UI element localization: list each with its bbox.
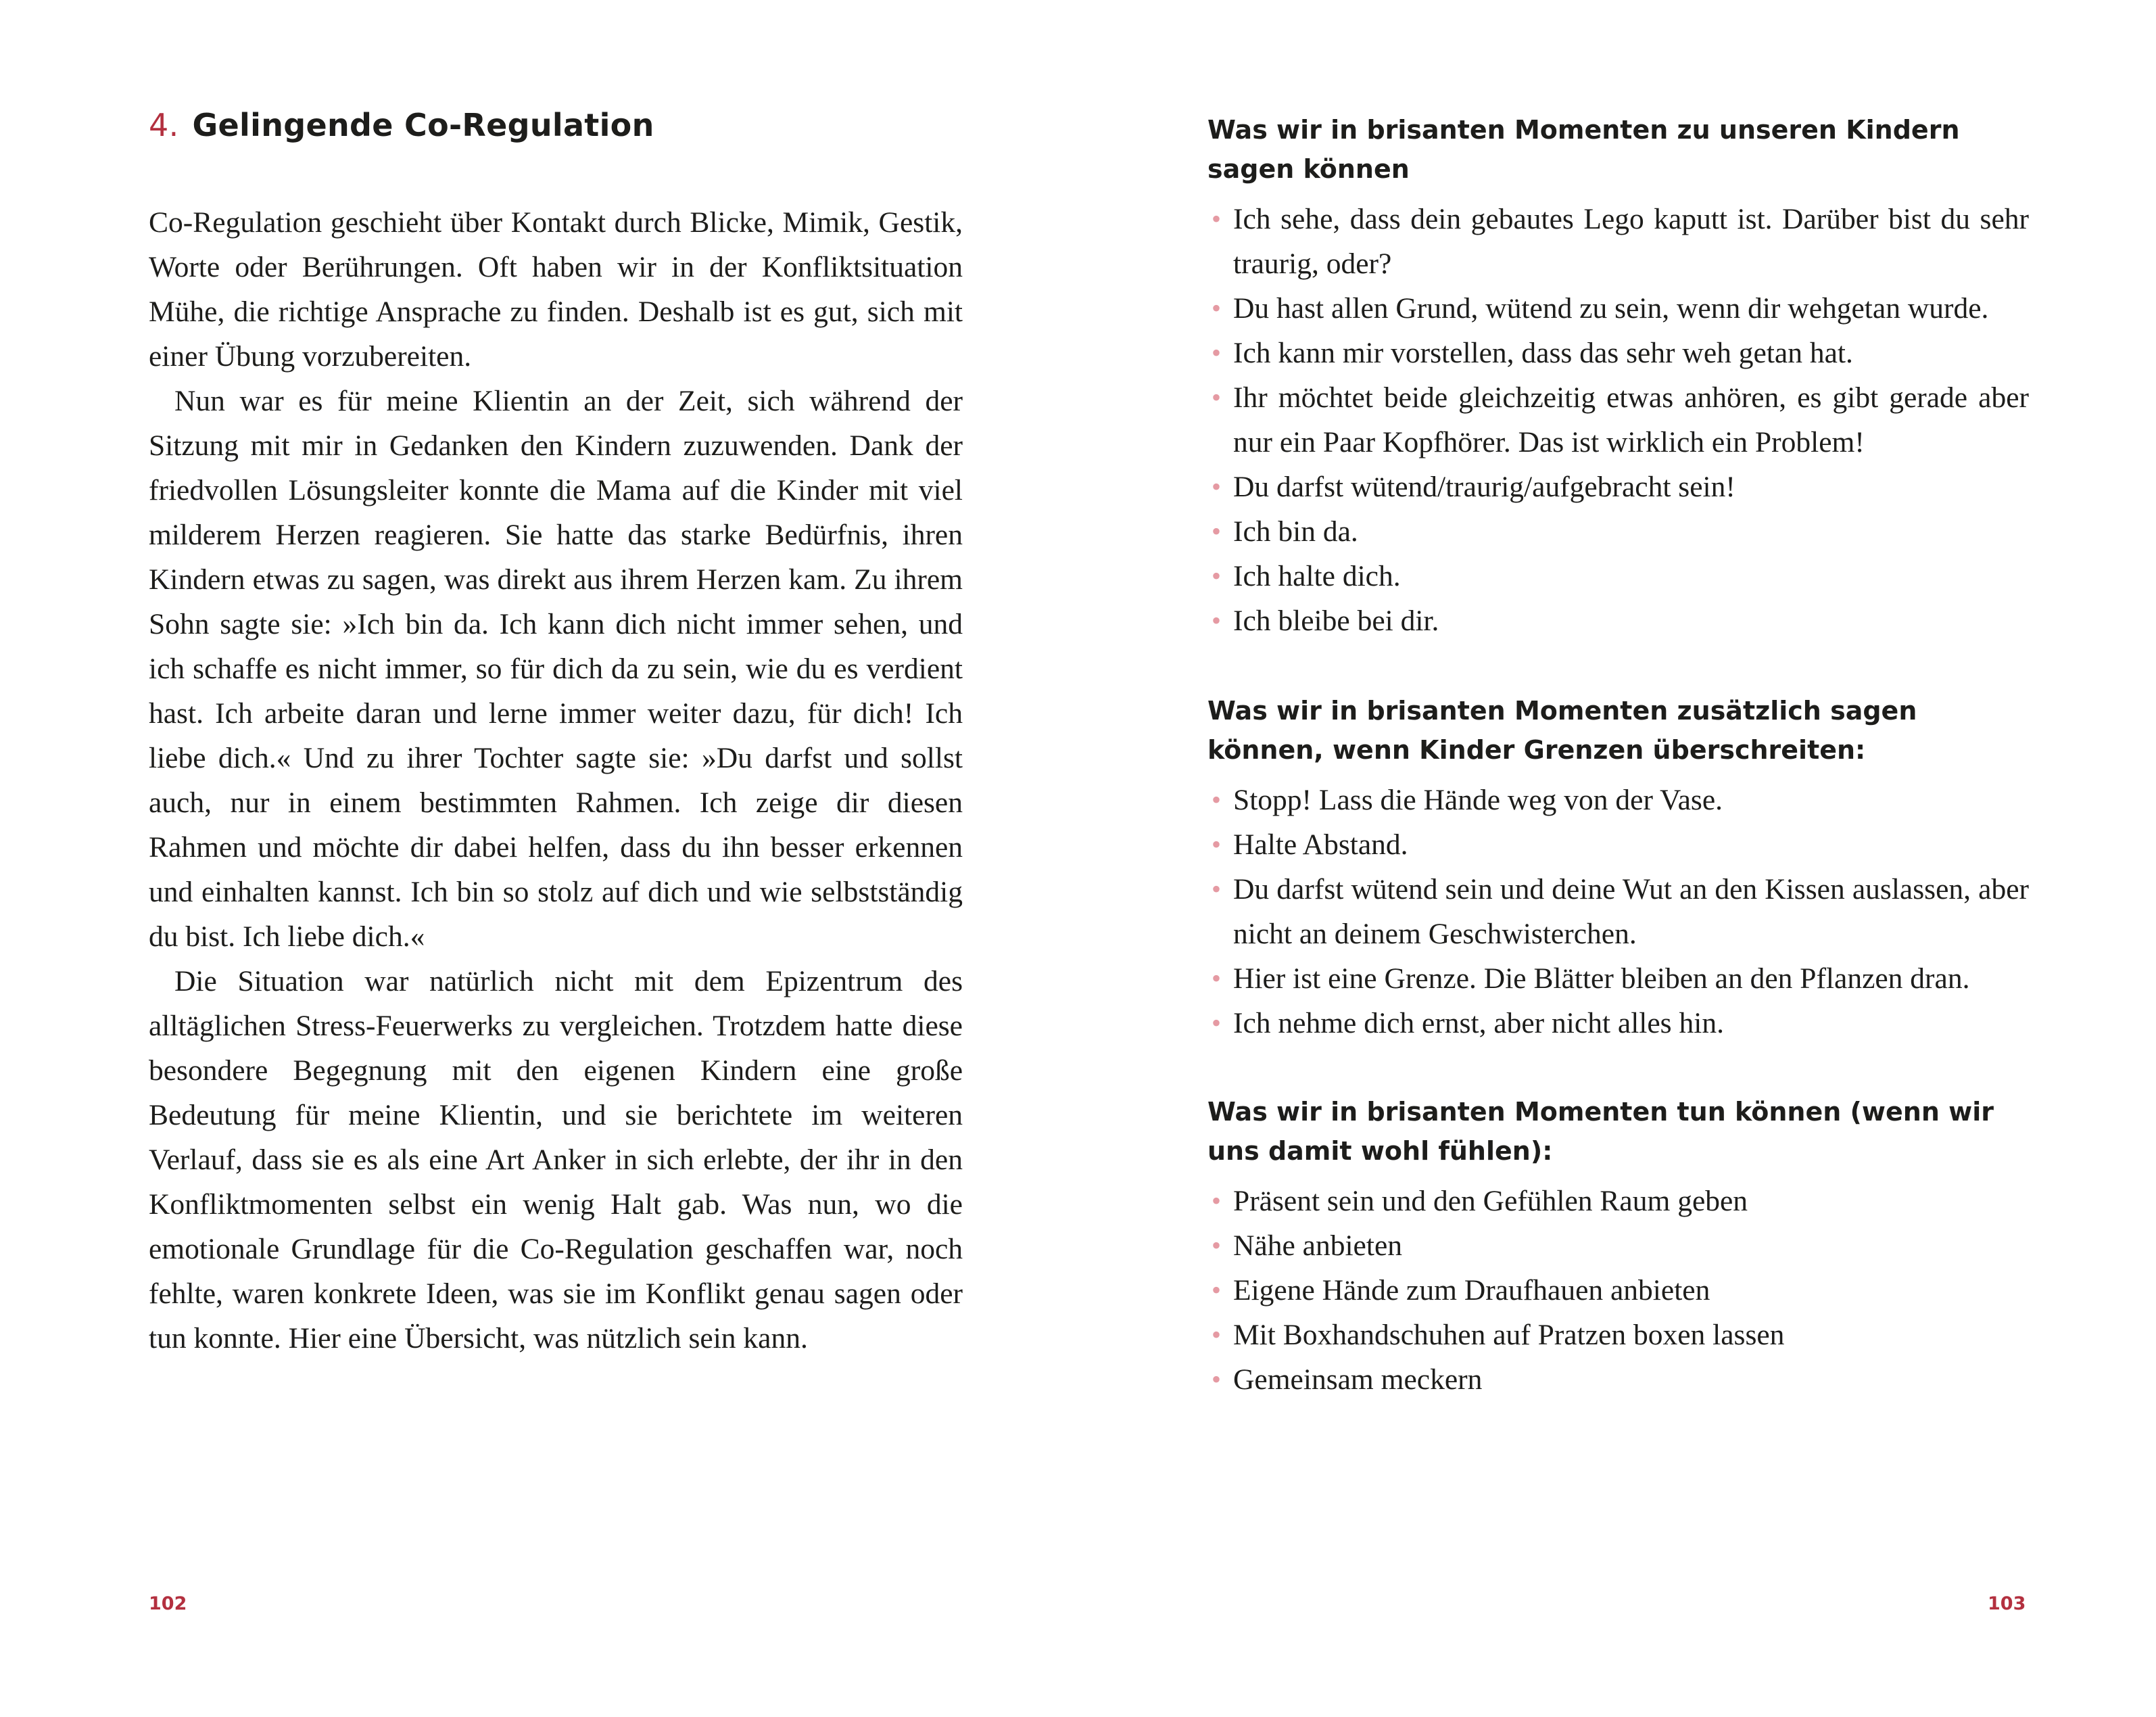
list-item: • Du hast allen Grund, wütend zu sein, wenn dir wehgetan wurde. [1207,286,2029,331]
chapter-number: 4. [149,107,179,143]
bullet-icon: • [1212,874,1222,904]
list-item: • Hier ist eine Grenze. Die Blätter bleiben an den Pflanzen dran. [1207,956,2029,1001]
section-heading-3: Was wir in brisanten Momenten tun können (wenn wir uns damit wohl fühlen): [1207,1097,1994,1166]
bullet-icon: • [1212,382,1222,413]
list-item: • Du darfst wütend sein und deine Wut an den Kissen auslassen, aber nicht an deinem Geschwisterchen. [1207,867,2029,956]
page-number-right: 103 [1988,1593,2026,1614]
list-item: • Du darfst wütend/traurig/aufgebracht sein! [1207,465,2029,509]
list-item: • Ich kann mir vorstellen, dass das sehr weh getan hat. [1207,331,2029,375]
paragraph-1: Co-Regulation geschieht über Kontakt durch Blicke, Mimik, Gestik, Worte oder Berührungen. Oft haben wir in der Konfliktsituation Mühe, die richtige Ansprache zu finden. Deshalb ist es gut, sich mit einer Übung vorzubereiten. [149,206,963,373]
bullet-icon: • [1212,963,1222,993]
bullet-list-3 [1207,1179,2029,1402]
paragraph-3: Die Situation war natürlich nicht mit dem Epizentrum des alltäglichen Stress-Feuerwerks zu vergleichen. Trotzdem hatte diese besondere Begegnung mit den eigenen Kindern eine große Bedeutung für meine Klientin, und sie berichtete im weiteren Verlauf, dass sie es als eine Art Anker in sich erlebte, der ihr in den Konfliktmomenten selbst ein wenig Halt gab. Was nun, wo die emotionale Grundlage für die Co-Regulation geschaffen war, noch fehlte, waren konkrete Ideen, was sie im Konflikt genau sagen oder tun konnte. Hier eine Übersicht, was nützlich sein kann. [149,965,963,1355]
list-item: • Ich halte dich. [1207,554,2029,598]
bullet-icon: • [1212,784,1222,815]
paragraph-2: Nun war es für meine Klientin an der Zeit, sich während der Sitzung mit mir in Gedanken den Kindern zuzuwenden. Dank der friedvollen Lösungsleiter konnte die Mama auf die Kinder mit viel milderem Herzen reagieren. Sie hatte das starke Bedürfnis, ihren Kindern etwas zu sagen, was direkt aus ihrem Herzen kam. Zu ihrem Sohn sagte sie: »Ich bin da. Ich kann dich nicht immer sehen, und ich schaffe es nicht immer, so für dich da zu sein, wie du es verdient hast. Ich arbeite daran und lerne immer weiter dazu, für dich! Ich liebe dich.« Und zu ihrer Tochter sagte sie: »Du darfst und sollst auch, nur in einem bestimmten Rahmen. Ich zeige dir diesen Rahmen und möchte dir dabei helfen, dass du ihn besser erkennen und einhalten kannst. Ich bin so stolz auf dich und wie selbstständig du bist. Ich liebe dich.« [149,385,963,953]
bullet-icon: • [1212,605,1222,636]
bullet-icon: • [1212,293,1222,323]
list-item: • Ich bin da. [1207,509,2029,554]
bullet-list-2 [1207,778,2029,1045]
bullet-icon: • [1212,829,1222,860]
list-item: • Präsent sein und den Gefühlen Raum geben [1207,1179,2029,1223]
bullet-icon: • [1212,337,1222,368]
list-item: • Ich sehe, dass dein gebautes Lego kaputt ist. Darüber bist du sehr traurig, oder? [1207,197,2029,286]
chapter-title: Gelingende Co-Regulation [192,107,654,143]
bullet-icon: • [1212,1230,1222,1261]
list-item: • Ich bleibe bei dir. [1207,598,2029,643]
list-item: • Eigene Hände zum Draufhauen anbieten [1207,1268,2029,1313]
list-item: • Mit Boxhandschuhen auf Pratzen boxen lassen [1207,1313,2029,1357]
section-heading-1: Was wir in brisanten Momenten zu unseren Kindern sagen können [1207,115,1960,184]
list-item: • Gemeinsam meckern [1207,1357,2029,1402]
list-item: • Ihr möchtet beide gleichzeitig etwas anhören, es gibt gerade aber nur ein Paar Kopfhörer. Das ist wirklich ein Problem! [1207,375,2029,465]
bullet-icon: • [1212,1364,1222,1394]
bullet-list-1 [1207,197,2029,643]
bullet-icon: • [1212,561,1222,591]
bullet-icon: • [1212,1319,1222,1350]
page-number-left: 102 [149,1593,187,1614]
bullet-icon: • [1212,1275,1222,1305]
bullet-icon: • [1212,471,1222,502]
bullet-icon: • [1212,1185,1222,1216]
list-item: • Nähe anbieten [1207,1223,2029,1268]
body-text [149,200,963,1361]
bullet-icon: • [1212,1008,1222,1038]
list-item: • Stopp! Lass die Hände weg von der Vase. [1207,778,2029,822]
section-heading-2: Was wir in brisanten Momenten zusätzlich sagen können, wenn Kinder Grenzen überschreiten: [1207,696,1917,765]
bullet-icon: • [1212,516,1222,546]
bullet-icon: • [1212,204,1222,234]
chapter-heading [149,107,654,143]
list-item: • Halte Abstand. [1207,822,2029,867]
list-item: • Ich nehme dich ernst, aber nicht alles hin. [1207,1001,2029,1045]
